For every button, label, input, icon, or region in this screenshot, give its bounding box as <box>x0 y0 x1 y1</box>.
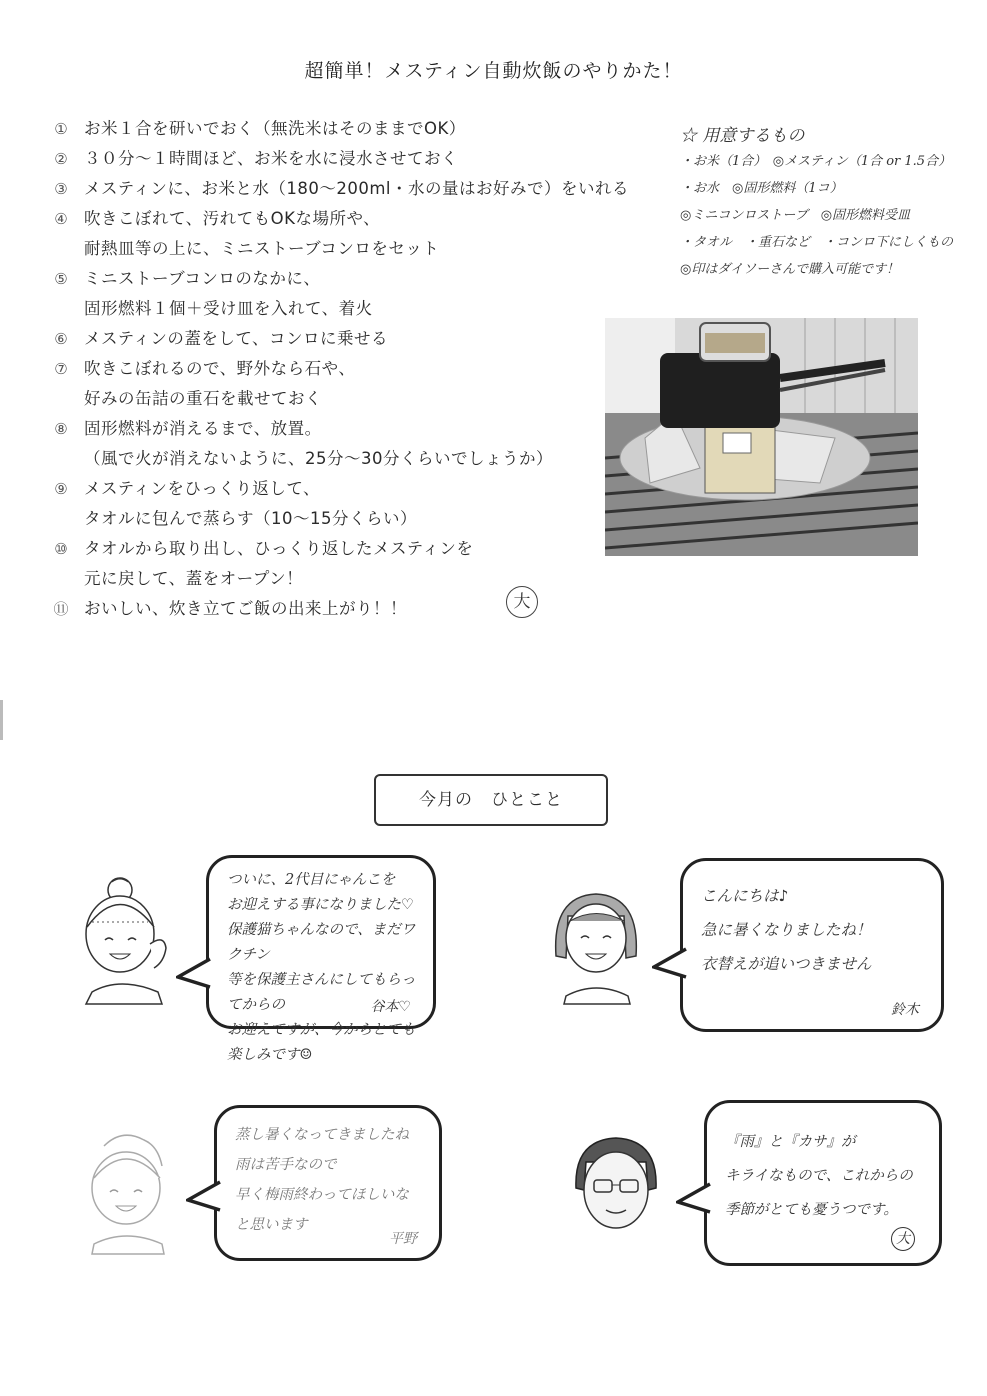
step-number: ⑪ <box>53 600 69 618</box>
avatar-icon <box>566 1128 666 1248</box>
prep-line: ・お水 ◎固形燃料（1コ） <box>680 181 843 196</box>
bubble-tail <box>652 945 688 981</box>
step-text: おいしい、炊き立てご飯の出来上がり！！ <box>84 599 407 618</box>
prep-line: ◎印はダイソーさんで購入可能です！ <box>680 262 900 277</box>
prep-line: ◎ミニコンロストーブ ◎固形燃料受皿 <box>680 208 911 223</box>
comment-line: お迎えですが、今からとても <box>227 1022 416 1038</box>
comment-line: 急に暑くなりましたね！ <box>701 921 872 939</box>
comment-signature: 平野 <box>389 1231 417 1247</box>
step-row <box>50 504 670 534</box>
step-text: 固形燃料が消えるまで、放置。 <box>84 419 322 438</box>
prep-heading: ☆ 用意するもの <box>680 126 805 146</box>
step-row <box>50 474 670 504</box>
step-text: ミニストーブコンロのなかに、 <box>84 269 321 288</box>
dai-stamp: 大 <box>506 586 538 618</box>
step-text: タオルに包んで蒸らす（10～15分くらい） <box>84 509 417 528</box>
comment-line: 『雨』と『カサ』が <box>725 1134 856 1150</box>
page-title: 超簡単！メスティン自動炊飯のやりかた！ <box>304 60 683 82</box>
step-row <box>50 234 670 264</box>
step-row <box>50 324 670 354</box>
avatar-icon <box>548 886 648 1006</box>
step-text: お米１合を研いでおく（無洗米はそのままでOK） <box>84 119 466 138</box>
step-text: 吹きこぼれるので、野外なら石や、 <box>84 359 356 378</box>
step-row <box>50 144 670 174</box>
comment-bubble <box>214 1105 442 1261</box>
comment-line: 雨は苦手なので <box>235 1157 337 1173</box>
step-text: メスティンに、お米と水（180～200ml・水の量はお好みで）をいれる <box>84 179 629 198</box>
step-row <box>50 114 670 144</box>
step-number: ② <box>54 150 68 168</box>
step-number: ⑥ <box>54 330 68 348</box>
comment-line: こんにちは♪ <box>701 887 789 905</box>
step-text: 固形燃料１個＋受け皿を入れて、着火 <box>84 299 373 318</box>
step-row <box>50 444 670 474</box>
steps-list <box>50 114 670 624</box>
step-text: 吹きこぼれて、汚れてもOKな場所や、 <box>84 209 381 228</box>
comment-line: ついに、2代目にゃんこを <box>227 872 396 888</box>
comment-line: 等を保護主さんにしてもらってからの <box>227 972 416 1013</box>
comment-line: キライなもので、これからの <box>725 1168 913 1184</box>
step-row <box>50 294 670 324</box>
step-row <box>50 354 670 384</box>
step-text: メスティンの蓋をして、コンロに乗せる <box>84 329 389 348</box>
comment-line: お迎えする事になりました♡ <box>227 897 414 913</box>
comment-bubble <box>680 858 944 1032</box>
step-number: ⑨ <box>54 480 68 498</box>
comment-line: 衣替えが追いつきません <box>701 955 872 973</box>
avatar-icon <box>74 1126 184 1256</box>
comment-line: 楽しみです☺ <box>227 1047 313 1063</box>
step-text: 耐熱皿等の上に、ミニストーブコンロをセット <box>84 239 440 258</box>
step-number: ④ <box>54 210 68 228</box>
comment-bubble <box>206 855 436 1063</box>
bubble-tail <box>176 955 212 991</box>
comment-bubble <box>704 1100 942 1266</box>
comment-signature: 谷本♡ <box>370 999 411 1015</box>
mestin-photo-illustration <box>605 318 918 556</box>
step-row <box>50 564 670 594</box>
comment-line: 保護猫ちゃんなので、まだワクチン <box>227 922 416 963</box>
step-text: タオルから取り出し、ひっくり返したメスティンを <box>84 539 474 558</box>
step-row <box>50 174 670 204</box>
comment-line: と思います <box>235 1217 308 1233</box>
step-text: ３０分～１時間ほど、お米を水に浸水させておく <box>84 149 458 168</box>
mestin-photo <box>605 318 918 556</box>
comment-signature: 大 <box>891 1227 915 1251</box>
step-row <box>50 384 670 414</box>
prep-line: ・タオル ・重石など ・コンロ下にしくもの <box>680 235 954 250</box>
step-number: ⑩ <box>54 540 68 558</box>
step-number: ⑧ <box>54 420 68 438</box>
step-row <box>50 414 670 444</box>
step-number: ⑦ <box>54 360 68 378</box>
step-row <box>50 264 670 294</box>
comment-line: 蒸し暑くなってきましたね <box>235 1127 409 1143</box>
step-number: ① <box>54 120 68 138</box>
step-text: 好みの缶詰の重石を載せておく <box>84 389 322 408</box>
step-row <box>50 534 670 564</box>
step-number: ③ <box>54 180 68 198</box>
comment-signature: 鈴木 <box>891 1002 919 1018</box>
step-number: ⑤ <box>54 270 68 288</box>
step-text: 元に戻して、蓋をオープン！ <box>84 569 304 588</box>
section-title: 今月の ひとこと <box>374 774 608 826</box>
prep-list <box>680 124 980 283</box>
step-row <box>50 204 670 234</box>
avatar-icon <box>72 872 182 1012</box>
step-text: （風で火が消えないように、25分～30分くらいでしょうか） <box>84 449 553 468</box>
bubble-tail <box>676 1180 712 1216</box>
step-text: メスティンをひっくり返して、 <box>84 479 321 498</box>
comment-line: 早く梅雨終わってほしいな <box>235 1187 409 1203</box>
comment-line: 季節がとても憂うつです。 <box>725 1202 898 1218</box>
step-row <box>50 594 670 624</box>
scan-edge-mark <box>0 700 3 740</box>
bubble-tail <box>186 1178 222 1214</box>
prep-line: ・お米（1合） ◎メスティン（1合 or 1.5合） <box>680 154 952 169</box>
